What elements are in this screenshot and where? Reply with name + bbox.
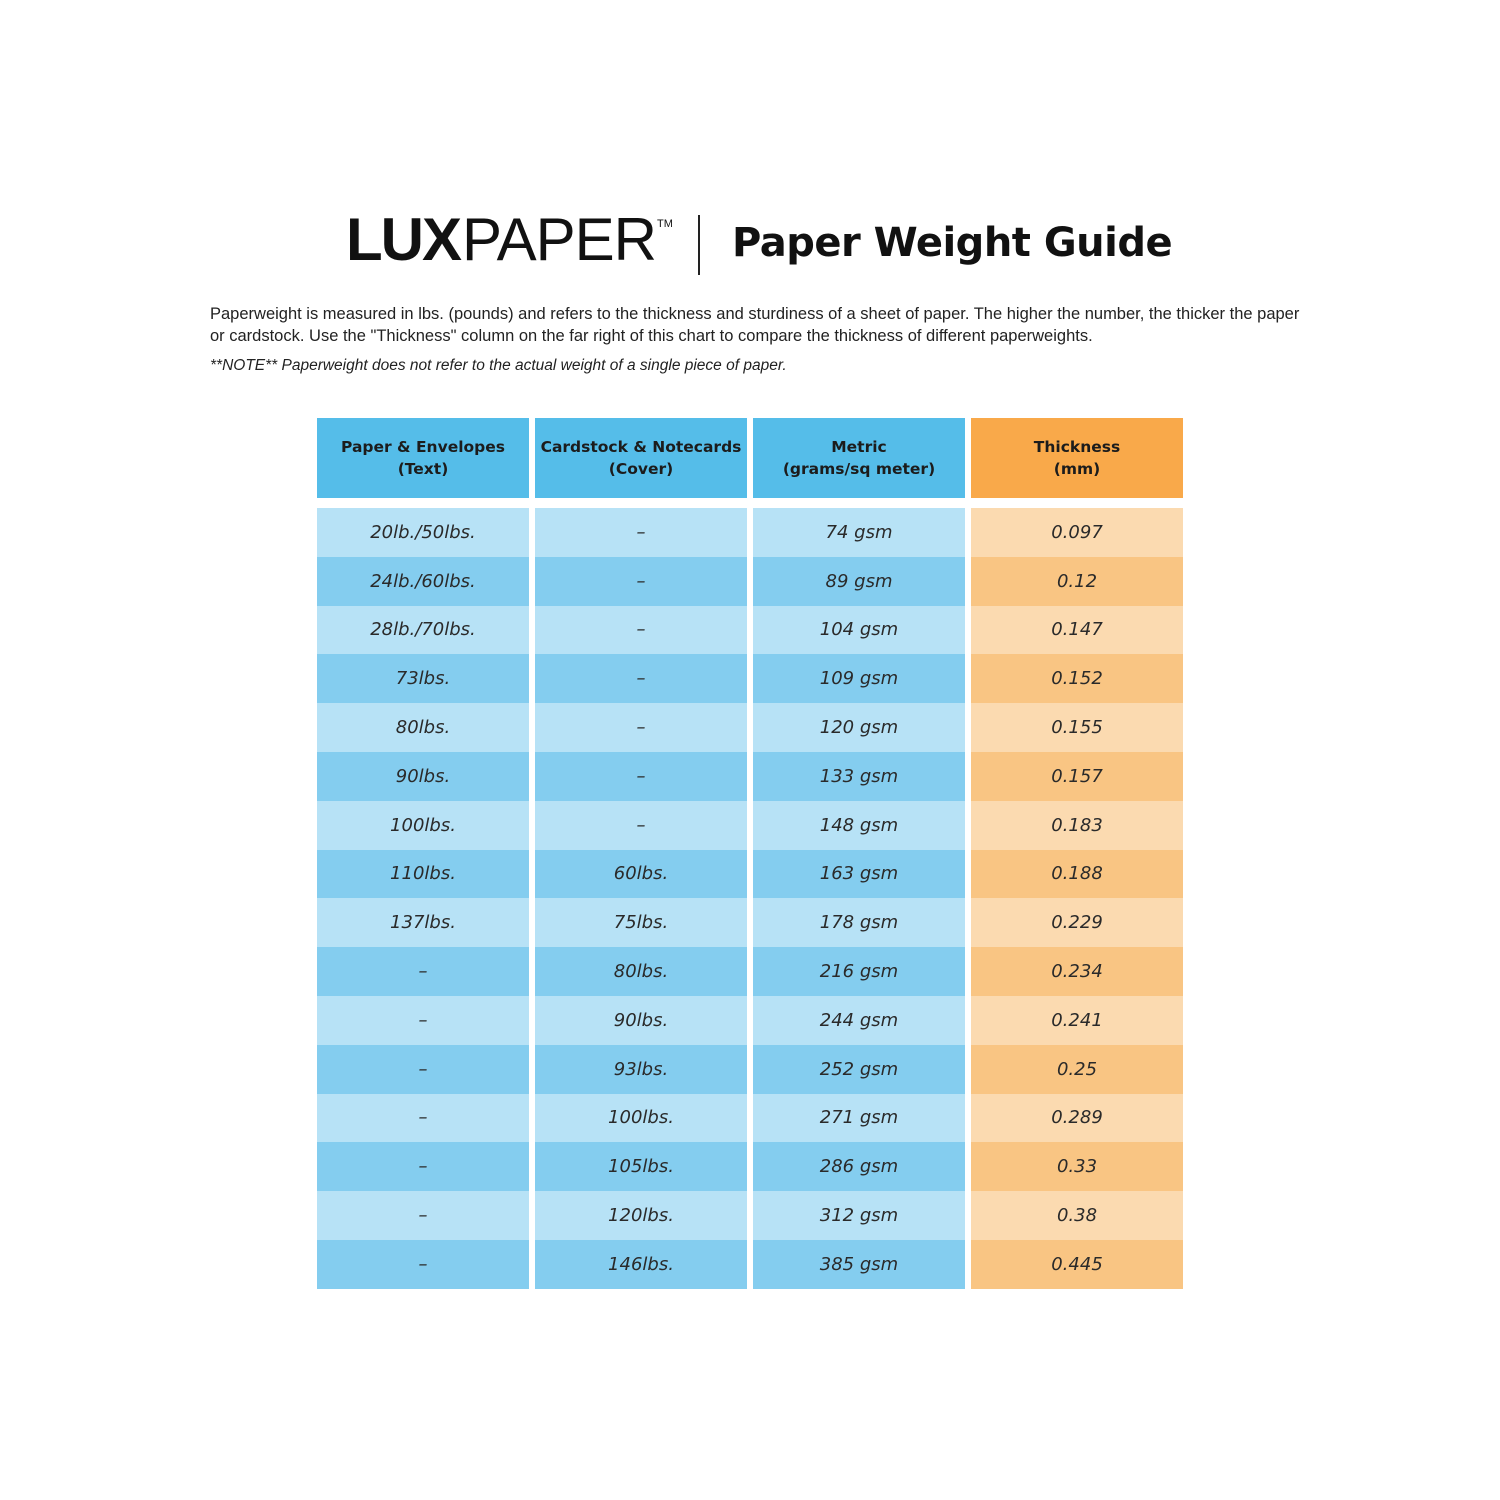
column-header bbox=[753, 418, 965, 498]
column-body bbox=[317, 508, 529, 1289]
table-cell: 0.188 bbox=[971, 850, 1183, 899]
table-cell: 20lb./50lbs. bbox=[317, 508, 529, 557]
table-cell: 109 gsm bbox=[753, 654, 965, 703]
table-cell: 75lbs. bbox=[535, 898, 747, 947]
table-cell: 385 gsm bbox=[753, 1240, 965, 1289]
column-header-subtitle: (Text) bbox=[397, 460, 449, 478]
table-cell: 120lbs. bbox=[535, 1191, 747, 1240]
table-cell: 0.157 bbox=[971, 752, 1183, 801]
table-cell: 0.234 bbox=[971, 947, 1183, 996]
table-cell: – bbox=[535, 703, 747, 752]
table-cell: 0.097 bbox=[971, 508, 1183, 557]
table-cell: 0.12 bbox=[971, 557, 1183, 606]
column-header-subtitle: (grams/sq meter) bbox=[782, 460, 936, 478]
table-cell: 80lbs. bbox=[535, 947, 747, 996]
intro-note: **NOTE** Paperweight does not refer to the actual weight of a single piece of paper. bbox=[210, 357, 787, 374]
table-cell: 178 gsm bbox=[753, 898, 965, 947]
table-cell: 100lbs. bbox=[317, 801, 529, 850]
table-cell: 80lbs. bbox=[317, 703, 529, 752]
table-cell: – bbox=[317, 1142, 529, 1191]
table-cell: 120 gsm bbox=[753, 703, 965, 752]
table-cell: 110lbs. bbox=[317, 850, 529, 899]
page-header bbox=[0, 205, 1500, 285]
column-header bbox=[535, 418, 747, 498]
header-divider bbox=[698, 215, 700, 275]
column-body bbox=[971, 508, 1183, 1289]
table-cell: – bbox=[535, 752, 747, 801]
column-header bbox=[971, 418, 1183, 498]
logo-trademark: TM bbox=[656, 218, 673, 230]
column-header-title: Paper & Envelopes bbox=[341, 438, 505, 456]
table-cell: 0.155 bbox=[971, 703, 1183, 752]
column-cardstock-notecards bbox=[535, 418, 747, 1289]
table-cell: – bbox=[317, 1240, 529, 1289]
table-cell: – bbox=[317, 947, 529, 996]
table-cell: 286 gsm bbox=[753, 1142, 965, 1191]
column-header bbox=[317, 418, 529, 498]
table-cell: 0.147 bbox=[971, 606, 1183, 655]
column-paper-envelopes bbox=[317, 418, 529, 1289]
table-cell: – bbox=[317, 1094, 529, 1143]
table-cell: 0.33 bbox=[971, 1142, 1183, 1191]
table-cell: 0.445 bbox=[971, 1240, 1183, 1289]
table-cell: 90lbs. bbox=[535, 996, 747, 1045]
table-cell: 271 gsm bbox=[753, 1094, 965, 1143]
column-header-title: Cardstock & Notecards bbox=[540, 438, 742, 456]
table-cell: 24lb./60lbs. bbox=[317, 557, 529, 606]
column-header-title: Thickness bbox=[1033, 438, 1121, 456]
column-body bbox=[535, 508, 747, 1289]
table-cell: 0.25 bbox=[971, 1045, 1183, 1094]
table-cell: 100lbs. bbox=[535, 1094, 747, 1143]
table-cell: 0.183 bbox=[971, 801, 1183, 850]
column-thickness bbox=[971, 418, 1183, 1289]
table-cell: 148 gsm bbox=[753, 801, 965, 850]
table-cell: 252 gsm bbox=[753, 1045, 965, 1094]
intro-paragraph: Paperweight is measured in lbs. (pounds) and refers to the thickness and sturdiness of a sheet of paper. The higher the number, the thicker the paper or cardstock. Use the "Thickness" column on the far right of this chart to compare the thickness of different paperweights. bbox=[210, 305, 1300, 345]
table-cell: 216 gsm bbox=[753, 947, 965, 996]
table-cell: 89 gsm bbox=[753, 557, 965, 606]
table-cell: – bbox=[535, 557, 747, 606]
column-header-subtitle: (mm) bbox=[1053, 460, 1101, 478]
table-cell: – bbox=[317, 1191, 529, 1240]
table-cell: – bbox=[535, 654, 747, 703]
column-header-subtitle: (Cover) bbox=[608, 460, 674, 478]
table-cell: 244 gsm bbox=[753, 996, 965, 1045]
table-cell: 146lbs. bbox=[535, 1240, 747, 1289]
paper-weight-table bbox=[317, 418, 1183, 1298]
table-cell: 0.289 bbox=[971, 1094, 1183, 1143]
logo-paper-text: PAPER bbox=[462, 206, 656, 273]
table-cell: 137lbs. bbox=[317, 898, 529, 947]
table-cell: 93lbs. bbox=[535, 1045, 747, 1094]
table-cell: 104 gsm bbox=[753, 606, 965, 655]
table-cell: – bbox=[317, 1045, 529, 1094]
table-cell: 0.229 bbox=[971, 898, 1183, 947]
column-header-title: Metric bbox=[831, 438, 887, 456]
table-cell: 163 gsm bbox=[753, 850, 965, 899]
table-cell: – bbox=[535, 606, 747, 655]
table-cell: 0.152 bbox=[971, 654, 1183, 703]
table-cell: 133 gsm bbox=[753, 752, 965, 801]
table-cell: – bbox=[535, 508, 747, 557]
column-body bbox=[753, 508, 965, 1289]
table-cell: 312 gsm bbox=[753, 1191, 965, 1240]
table-cell: 73lbs. bbox=[317, 654, 529, 703]
table-cell: 90lbs. bbox=[317, 752, 529, 801]
table-cell: 28lb./70lbs. bbox=[317, 606, 529, 655]
table-cell: 60lbs. bbox=[535, 850, 747, 899]
table-cell: – bbox=[317, 996, 529, 1045]
table-cell: 105lbs. bbox=[535, 1142, 747, 1191]
table-cell: 74 gsm bbox=[753, 508, 965, 557]
table-cell: – bbox=[535, 801, 747, 850]
logo-lux-text: LUX bbox=[346, 206, 460, 273]
table-cell: 0.38 bbox=[971, 1191, 1183, 1240]
page-title: Paper Weight Guide bbox=[732, 220, 1173, 266]
column-metric bbox=[753, 418, 965, 1289]
luxpaper-logo bbox=[346, 205, 673, 285]
table-cell: 0.241 bbox=[971, 996, 1183, 1045]
